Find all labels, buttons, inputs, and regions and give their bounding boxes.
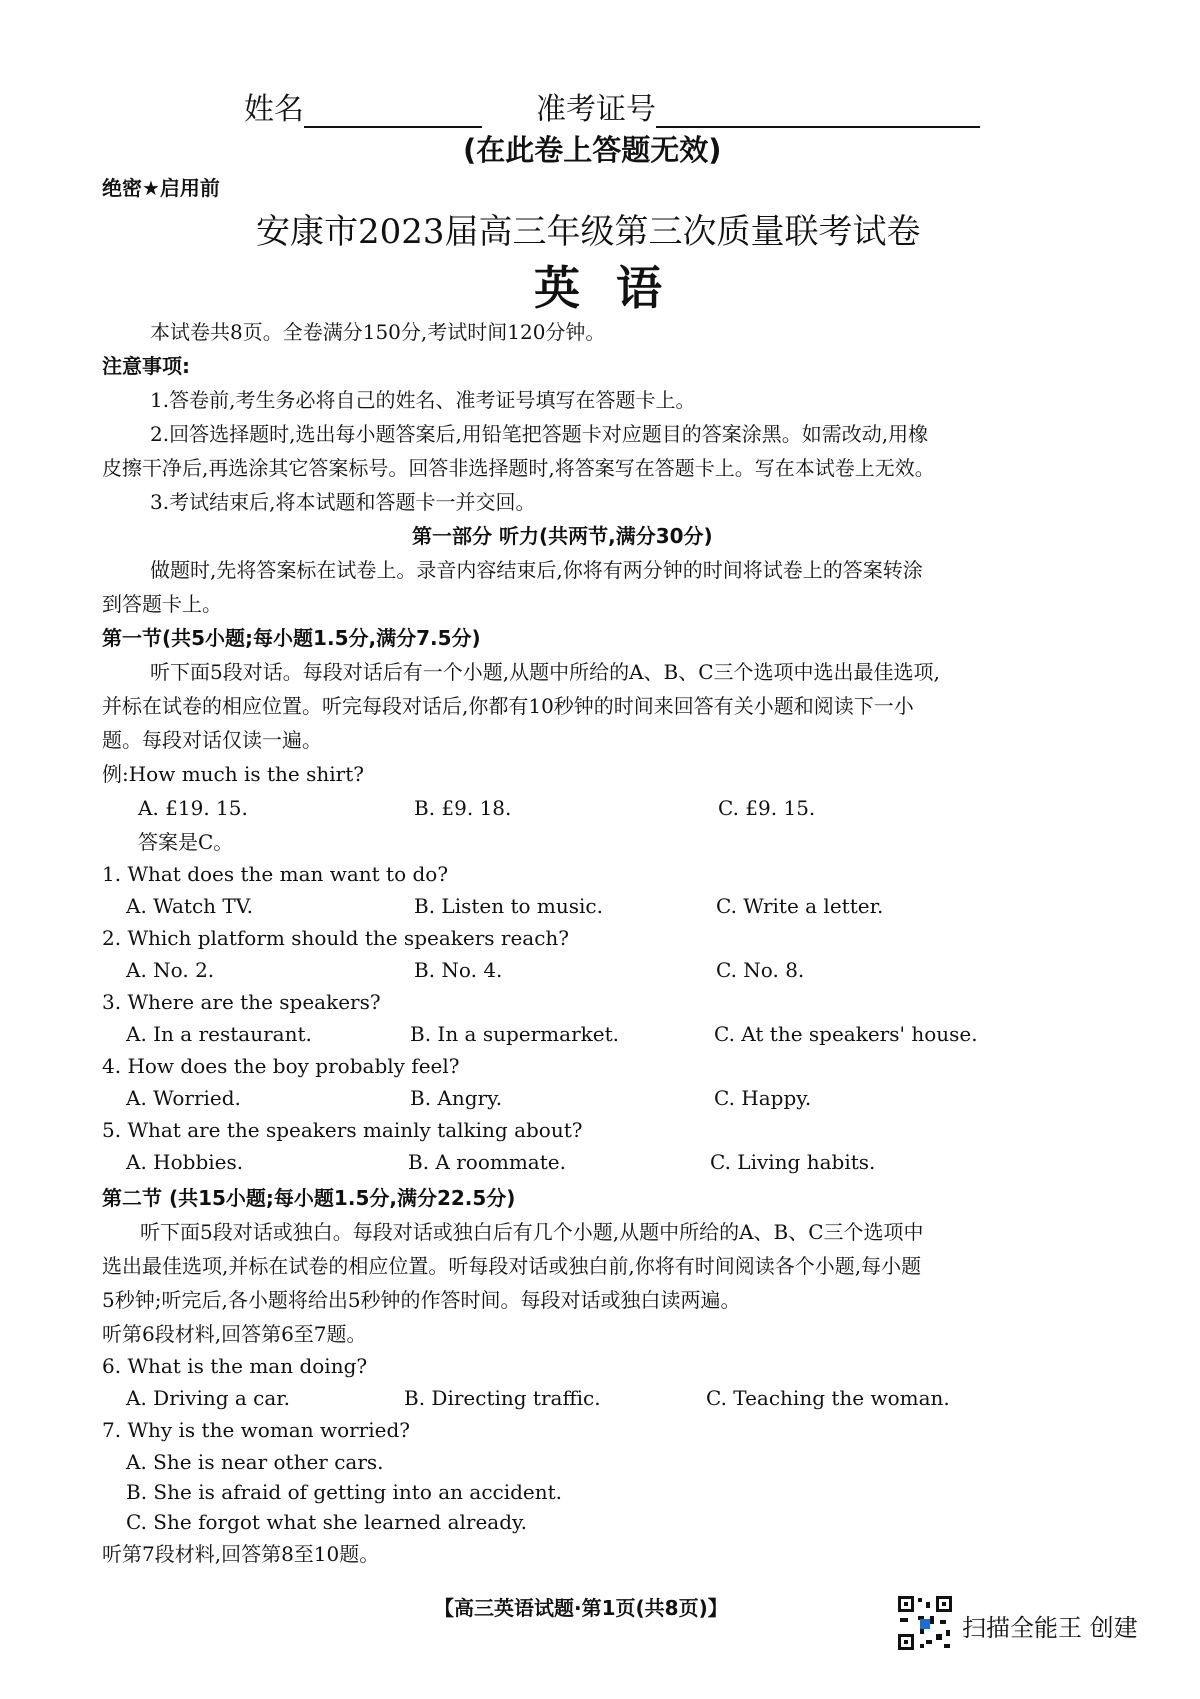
question-4: 4. How does the boy probably feel? (102, 1054, 460, 1078)
note-1: 1.答卷前,考生务必将自己的姓名、准考证号填写在答题卡上。 (150, 388, 696, 412)
q6-option-b: B. Directing traffic. (404, 1386, 601, 1410)
question-7: 7. Why is the woman worried? (102, 1418, 410, 1442)
question-2: 2. Which platform should the speakers reach? (102, 926, 570, 950)
q1-option-b: B. Listen to music. (414, 894, 603, 918)
section1-instr-line-3: 题。每段对话仅读一遍。 (102, 728, 322, 752)
exam-title: 安康市2023届高三年级第三次质量联考试卷 (256, 212, 921, 252)
question-6: 6. What is the man doing? (102, 1354, 368, 1378)
name-field (244, 84, 482, 128)
q4-option-c: C. Happy. (714, 1086, 812, 1110)
section2-instr-line-1: 听下面5段对话或独白。每段对话或独白后有几个小题,从题中所给的A、B、C三个选项中 (140, 1220, 924, 1244)
q6-option-c: C. Teaching the woman. (706, 1386, 950, 1410)
exam-id-label: 准考证号 (536, 92, 656, 127)
q7-option-a: A. She is near other cars. (126, 1450, 384, 1474)
question-3: 3. Where are the speakers? (102, 990, 381, 1014)
q7-option-c: C. She forgot what she learned already. (126, 1510, 528, 1534)
part1-instr-line-1: 做题时,先将答案标在试卷上。录音内容结束后,你将有两分钟的时间将试卷上的答案转涂 (150, 558, 923, 582)
section2-instr-line-2: 选出最佳选项,并标在试卷的相应位置。听每段对话或独白前,你将有时间阅读各个小题,每小题 (102, 1254, 922, 1278)
invalid-note: (在此卷上答题无效) (463, 133, 722, 167)
q1-option-a: A. Watch TV. (126, 894, 254, 918)
exam-id-blank (656, 96, 980, 128)
note-2-line-1: 2.回答选择题时,选出每小题答案后,用铅笔把答题卡对应题目的答案涂黑。如需改动,用橡 (150, 422, 929, 446)
example-option-c: C. £9. 15. (718, 796, 816, 820)
part1-title: 第一部分 听力(共两节,满分30分) (412, 524, 713, 548)
example-answer: 答案是C。 (138, 830, 234, 854)
section1-instr-line-1: 听下面5段对话。每段对话后有一个小题,从题中所给的A、B、C三个选项中选出最佳选项, (150, 660, 940, 684)
part1-instr-line-2: 到答题卡上。 (102, 592, 222, 616)
secret-label: 绝密★启用前 (102, 176, 220, 200)
question-1: 1. What does the man want to do? (102, 862, 449, 886)
notes-title: 注意事项: (102, 354, 190, 378)
q2-option-a: A. No. 2. (126, 958, 215, 982)
q5-option-b: B. A roommate. (408, 1150, 566, 1174)
subject-title: 英 语 (534, 261, 673, 315)
example-option-b: B. £9. 18. (414, 796, 512, 820)
q3-option-b: B. In a supermarket. (410, 1022, 619, 1046)
section1-instr-line-2: 并标在试卷的相应位置。听完每段对话后,你都有10秒钟的时间来回答有关小题和阅读下一小 (102, 694, 914, 718)
q7-option-b: B. She is afraid of getting into an accident. (126, 1480, 563, 1504)
q1-option-c: C. Write a letter. (716, 894, 884, 918)
q2-option-c: C. No. 8. (716, 958, 805, 982)
example-option-a: A. £19. 15. (138, 796, 248, 820)
section1-title: 第一节(共5小题;每小题1.5分,满分7.5分) (102, 626, 481, 650)
q4-option-a: A. Worried. (126, 1086, 241, 1110)
q2-option-b: B. No. 4. (414, 958, 503, 982)
q5-option-a: A. Hobbies. (126, 1150, 244, 1174)
example-question: 例:How much is the shirt? (102, 762, 364, 786)
note-3: 3.考试结束后,将本试题和答题卡一并交回。 (150, 490, 536, 514)
section2-instr-line-3: 5秒钟;听完后,各小题将给出5秒钟的作答时间。每段对话或独白读两遍。 (102, 1288, 741, 1312)
q6-option-a: A. Driving a car. (126, 1386, 291, 1410)
name-label: 姓名 (244, 92, 304, 127)
intro-summary: 本试卷共8页。全卷满分150分,考试时间120分钟。 (150, 320, 606, 344)
section2-title: 第二节 (共15小题;每小题1.5分,满分22.5分) (102, 1186, 516, 1210)
scanner-watermark: 扫描全能王 创建 (962, 1614, 1138, 1642)
question-5: 5. What are the speakers mainly talking about? (102, 1118, 583, 1142)
q5-option-c: C. Living habits. (710, 1150, 876, 1174)
q3-option-a: A. In a restaurant. (126, 1022, 312, 1046)
material-7-instr: 听第7段材料,回答第8至10题。 (102, 1542, 380, 1566)
page-footer-label: 【高三英语试题·第1页(共8页)】 (434, 1596, 728, 1620)
material-6-instr: 听第6段材料,回答第6至7题。 (102, 1322, 367, 1346)
q4-option-b: B. Angry. (410, 1086, 503, 1110)
qr-code-icon (896, 1594, 954, 1652)
q3-option-c: C. At the speakers' house. (714, 1022, 978, 1046)
exam-id-field (536, 84, 980, 128)
note-2-line-2: 皮擦干净后,再选涂其它答案标号。回答非选择题时,将答案写在答题卡上。写在本试卷上无效。 (102, 456, 935, 480)
name-blank (304, 96, 482, 128)
